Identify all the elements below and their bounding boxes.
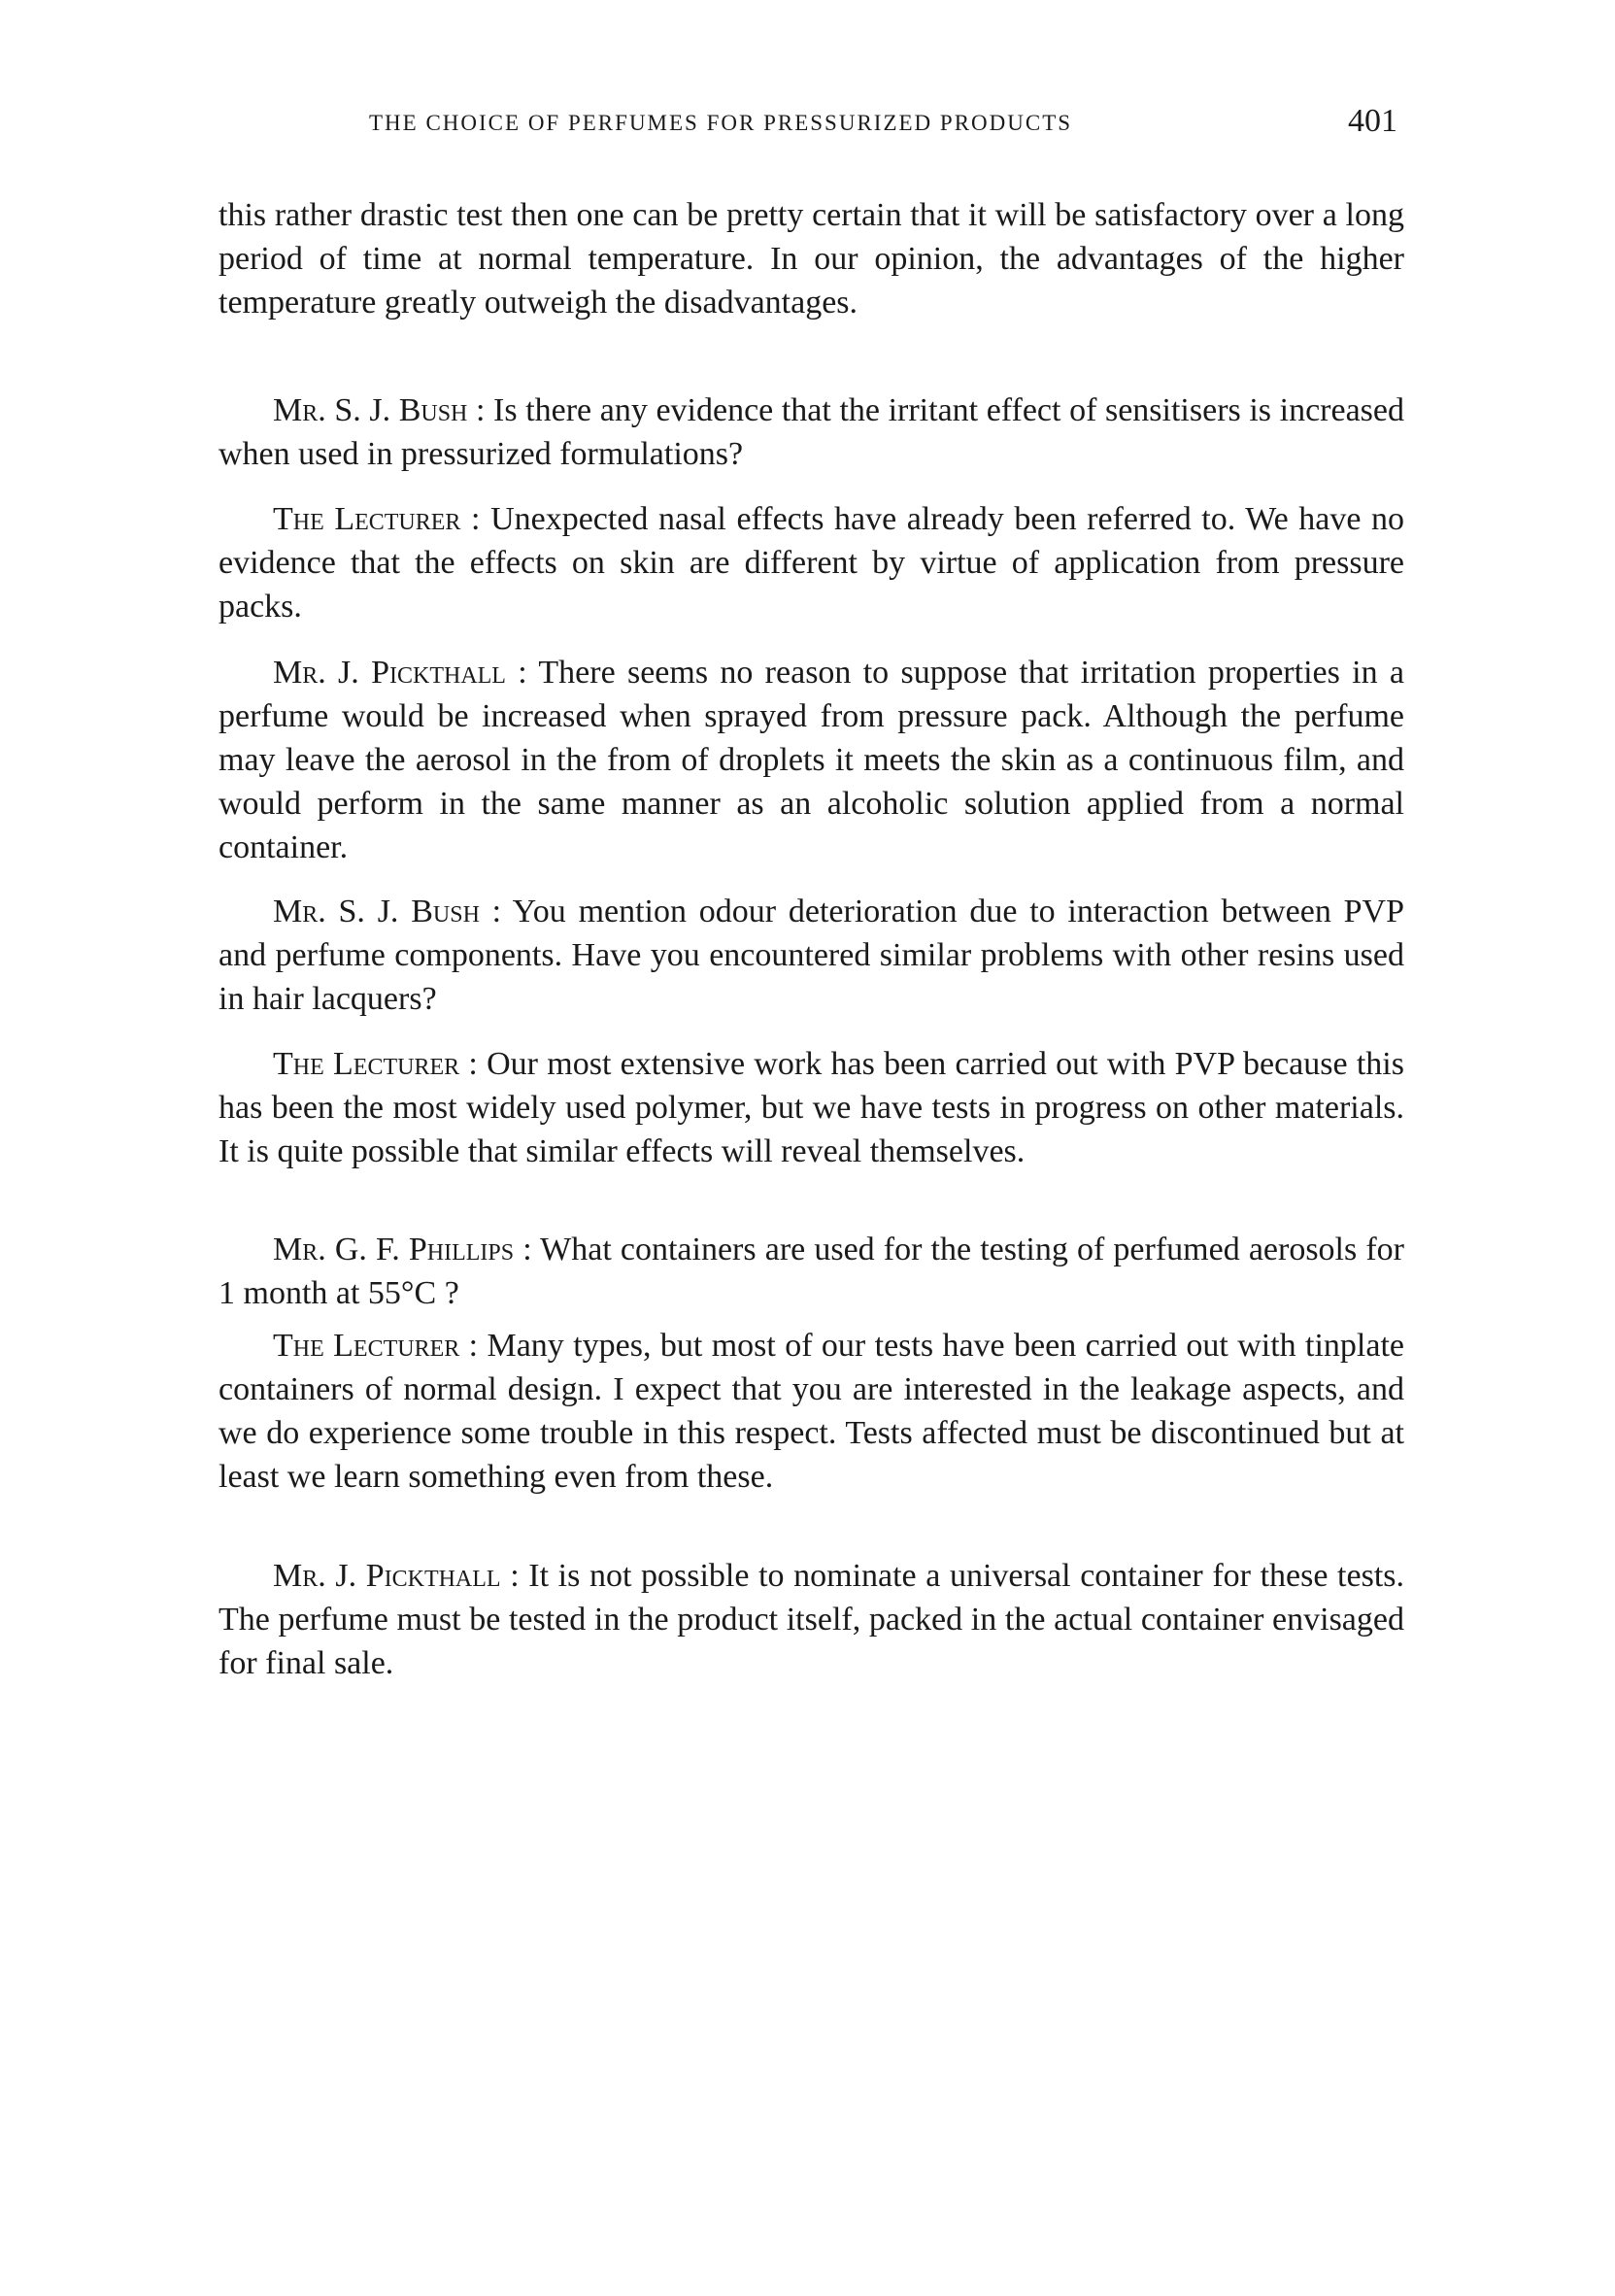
speaker: The Lecturer : bbox=[273, 1328, 479, 1364]
speaker: The Lecturer : bbox=[273, 1046, 478, 1082]
paragraph-text: Is there any evidence that the irritant effect of sensitisers is increased when used in pressurized formulations? bbox=[219, 392, 1405, 472]
paragraph-text: Our most extensive work has been carried out with PVP because this has been the most widely used polymer, but we have tests in progress on other materials. It is quite possible that similar effects will reveal themselves. bbox=[219, 1046, 1404, 1169]
paragraph-text: Many types, but most of our tests have been carried out with tinplate containers of normal design. I expect that you are interested in the leakage aspects, and we do experience some trouble in this respect. Tests affected must be discontinued but at least we learn something even from these. bbox=[219, 1328, 1404, 1495]
speaker: Mr. S. J. Bush : bbox=[273, 894, 502, 929]
paragraph bbox=[219, 651, 1404, 869]
paragraph bbox=[219, 890, 1404, 1021]
speaker: Mr. G. F. Phillips : bbox=[273, 1232, 532, 1267]
page-number: 401 bbox=[1348, 103, 1397, 139]
paragraph-text: this rather drastic test then one can be pretty certain that it will be satisfactory over a long period of time at normal temperature. In our opinion, the advantages of the higher temperature greatly outweigh the disadvantages. bbox=[219, 197, 1404, 321]
paragraph bbox=[219, 193, 1404, 324]
speaker: Mr. S. J. Bush : bbox=[273, 392, 486, 428]
speaker: The Lecturer : bbox=[273, 501, 481, 537]
paragraph-text: There seems no reason to suppose that irritation properties in a perfume would be increased when sprayed from pressure pack. Although the perfume may leave the aerosol in the from of droplets it meets the skin as a continuous film, and would perform in the same manner as an alcoholic solution applied from a normal container. bbox=[219, 655, 1404, 865]
paragraph-text: It is not possible to nominate a universal container for these tests. The perfume must be tested in the product itself, packed in the actual container envisaged for final sale. bbox=[219, 1558, 1404, 1681]
paragraph bbox=[219, 497, 1404, 628]
paragraph bbox=[219, 1554, 1404, 1685]
paragraph bbox=[219, 1324, 1404, 1499]
paragraph bbox=[219, 1042, 1404, 1173]
paragraph bbox=[219, 1228, 1404, 1315]
running-title: THE CHOICE OF PERFUMES FOR PRESSURIZED PRODUCTS bbox=[369, 111, 1073, 135]
speaker: Mr. J. Pickthall : bbox=[273, 655, 527, 691]
speaker: Mr. J. Pickthall : bbox=[273, 1558, 520, 1594]
paragraph-text: What containers are used for the testing of perfumed aerosols for 1 month at 55°C ? bbox=[219, 1232, 1404, 1311]
paragraph bbox=[219, 388, 1404, 476]
paragraph-text: Unexpected nasal effects have already been referred to. We have no evidence that the effects on skin are different by virtue of application from pressure packs. bbox=[219, 501, 1404, 625]
paragraph-text: You mention odour deterioration due to interaction between PVP and perfume components. Have you encountered similar problems with other resins used in hair lacquers? bbox=[219, 894, 1405, 1017]
